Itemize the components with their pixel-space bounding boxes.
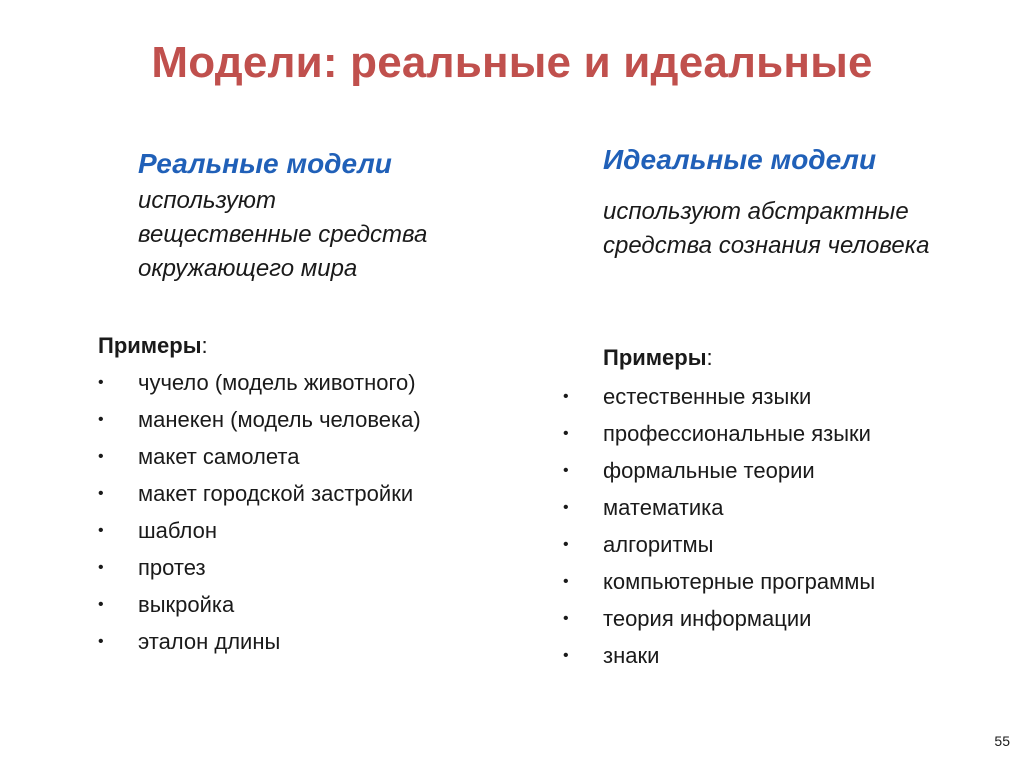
bullet-dot: • [563, 388, 569, 405]
real-desc-line: вещественные средства [138, 221, 428, 248]
list-item-text: знаки [603, 643, 660, 668]
bullet-dot: • [98, 448, 104, 465]
bullet-dot: • [98, 633, 104, 650]
bullet-dot: • [98, 485, 104, 502]
page-number: 55 [994, 733, 1010, 749]
bullet-dot: • [98, 411, 104, 428]
list-item-text: математика [603, 495, 724, 520]
bullet-dot: • [563, 536, 569, 553]
list-item-text: чучело (модель животного) [138, 370, 416, 395]
slide-title: Модели: реальные и идеальные [151, 38, 873, 87]
list-item-text: выкройка [138, 592, 235, 617]
list-item-text: макет городской застройки [138, 481, 414, 506]
ideal-desc-line: используют абстрактные [603, 198, 909, 225]
ideal-examples-colon: : [706, 345, 713, 370]
list-item-text: компьютерные программы [603, 569, 876, 594]
list-item-text: шаблон [138, 518, 217, 543]
bullet-dot: • [563, 610, 569, 627]
list-item-text: профессиональные языки [603, 421, 871, 446]
list-item-text: эталон длины [138, 629, 281, 654]
real-desc-line: используют [138, 187, 276, 214]
bullet-dot: • [98, 522, 104, 539]
bullet-dot: • [563, 573, 569, 590]
list-item-text: естественные языки [603, 384, 812, 409]
list-item-text: алгоритмы [603, 532, 714, 557]
ideal-examples-label-text: Примеры [603, 345, 707, 370]
ideal-desc-line: средства сознания человека [603, 232, 930, 259]
real-desc-line: окружающего мира [138, 255, 358, 282]
ideal-models-description [603, 195, 929, 263]
bullet-dot: • [563, 499, 569, 516]
bullet-dot: • [563, 462, 569, 479]
real-models-heading: Реальные модели [138, 148, 392, 179]
list-item-text: макет самолета [138, 444, 300, 469]
bullet-dot: • [98, 596, 104, 613]
real-examples-label [98, 333, 208, 359]
list-item-text: протез [138, 555, 206, 580]
real-examples-label-text: Примеры [98, 333, 202, 358]
real-models-description [138, 184, 427, 286]
list-item-text: формальные теории [603, 458, 815, 483]
bullet-dot: • [98, 559, 104, 576]
ideal-examples-label [603, 345, 713, 371]
real-examples-colon: : [201, 333, 208, 358]
ideal-models-heading: Идеальные модели [603, 144, 877, 175]
list-item-text: манекен (модель человека) [138, 407, 421, 432]
list-item-text: теория информации [603, 606, 812, 631]
bullet-dot: • [563, 425, 569, 442]
bullet-dot: • [98, 374, 104, 391]
bullet-dot: • [563, 647, 569, 664]
